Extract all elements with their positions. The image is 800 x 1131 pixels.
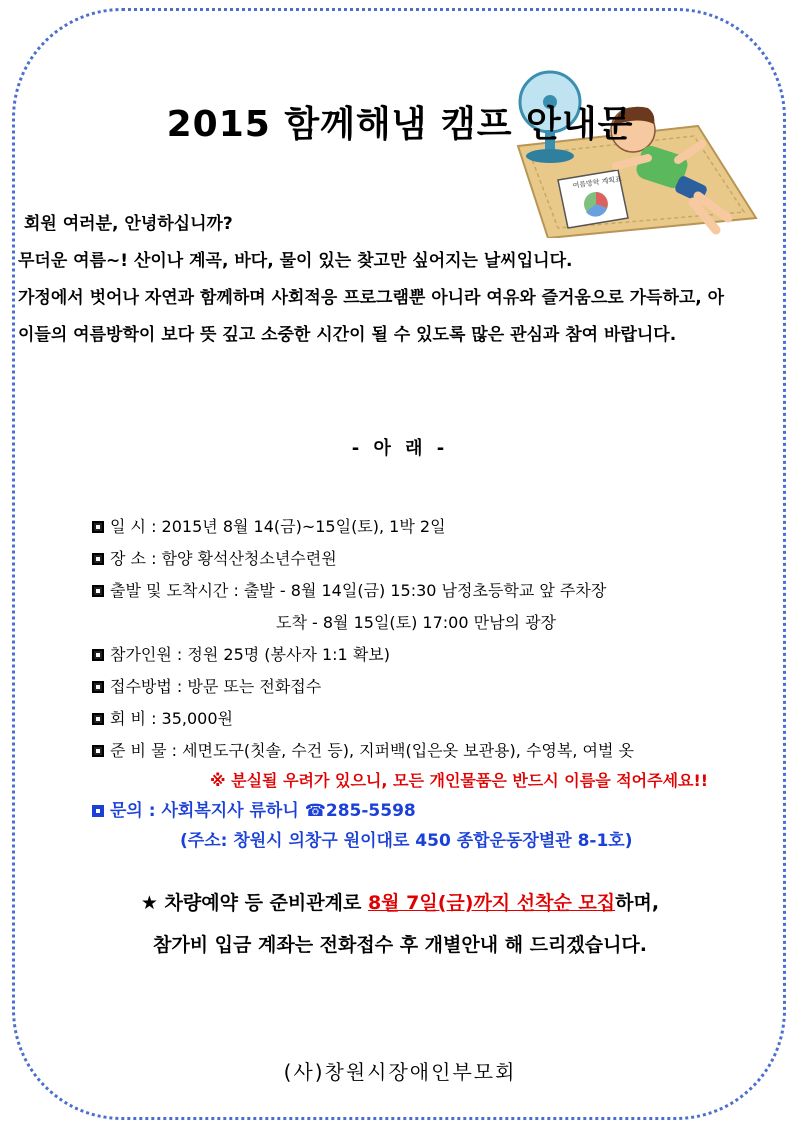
detail-supplies: 준 비 물 : 세면도구(칫솔, 수건 등), 지퍼백(입은옷 보관용), 수영복, 여벌 옷 — [92, 738, 634, 761]
page-title: 2015 함께해냄 캠프 안내문 — [166, 104, 634, 145]
square-bullet-icon — [92, 585, 104, 597]
square-bullet-icon — [92, 805, 104, 817]
notice-line-1: ★ 차량예약 등 준비관계로 8월 7일(금)까지 선착순 모집하며, — [140, 892, 660, 914]
section-heading: - 아 래 - — [351, 438, 449, 459]
intro-line: 무더운 여름~! 산이나 계곡, 바다, 물이 있는 찾고만 싶어지는 날씨입니다. — [18, 251, 573, 271]
detail-warning: ※ 분실될 우려가 있으니, 모든 개인물품은 반드시 이름을 적어주세요!! — [210, 771, 709, 790]
intro-line: 이들의 여름방학이 보다 뜻 깊고 소중한 시간이 될 수 있도록 많은 관심과 참여 바랍니다. — [18, 325, 677, 345]
detail-method: 접수방법 : 방문 또는 전화접수 — [92, 674, 321, 697]
square-bullet-icon — [92, 681, 104, 693]
detail-date: 일 시 : 2015년 8월 14(금)~15일(토), 1박 2일 — [92, 514, 446, 537]
square-bullet-icon — [92, 713, 104, 725]
square-bullet-icon — [92, 521, 104, 533]
organization-footer: (사)창원시장애인부모회 — [283, 1060, 517, 1084]
intro-text — [18, 206, 788, 354]
svg-text:여름방학 계획표: 여름방학 계획표 — [572, 175, 623, 190]
notice-line-2: 참가비 입금 계좌는 전화접수 후 개별안내 해 드리겠습니다. — [152, 934, 648, 956]
detail-place: 장 소 : 함양 황석산청소년수련원 — [92, 546, 337, 569]
intro-line: 회원 여러분, 안녕하십니까? — [24, 214, 233, 234]
deadline-highlight: 8월 7일(금)까지 선착순 모집 — [367, 892, 616, 914]
square-bullet-icon — [92, 553, 104, 565]
intro-line: 가정에서 벗어나 자연과 함께하며 사회적응 프로그램뿐 아니라 여유와 즐거움으로 가득하고, 아 — [18, 288, 725, 308]
detail-capacity: 참가인원 : 정원 25명 (봉사자 1:1 확보) — [92, 642, 390, 665]
detail-fee: 회 비 : 35,000원 — [92, 706, 233, 729]
detail-arrival: 도착 - 8월 15일(토) 17:00 만남의 광장 — [276, 613, 556, 632]
square-bullet-icon — [92, 745, 104, 757]
detail-address: (주소: 창원시 의창구 원이대로 450 종합운동장별관 8-1호) — [180, 831, 633, 851]
square-bullet-icon — [92, 649, 104, 661]
detail-departure: 출발 및 도착시간 : 출발 - 8월 14일(금) 15:30 남정초등학교 앞 주차장 — [92, 578, 606, 601]
detail-contact: 문의 : 사회복지사 류하니 ☎285-5598 — [92, 796, 416, 821]
